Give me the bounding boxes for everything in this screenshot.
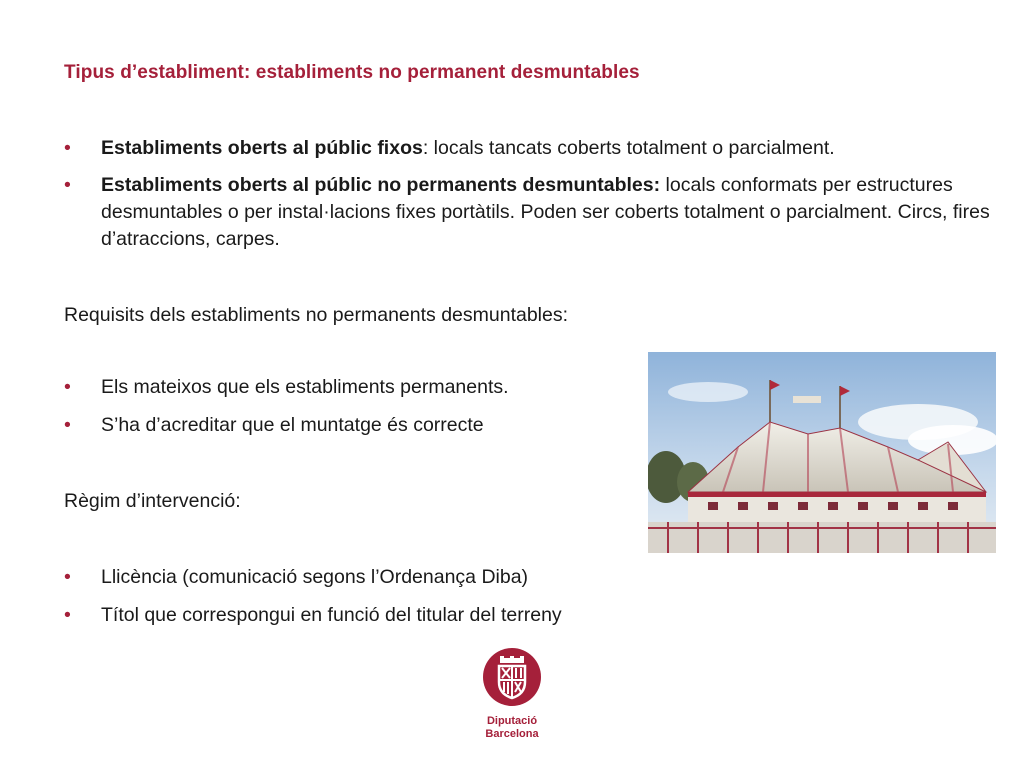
bullet-icon: •	[64, 376, 71, 398]
regime-list	[64, 564, 664, 640]
slide-title: Tipus d’establiment: establiments no permanent desmuntables	[64, 62, 640, 83]
list-item	[64, 412, 624, 439]
circus-tent-photo	[648, 352, 996, 553]
list-item	[64, 602, 664, 629]
bullet-icon: •	[64, 137, 71, 159]
list-item	[64, 135, 994, 162]
regime-heading: Règim d’intervenció:	[64, 490, 241, 512]
term-description: locals conformats per estructures desmuntables o per instal·lacions fixes portàtils. Poden ser coberts totalment o parcialment. Circs, fires d’atraccions, carpes.	[101, 174, 990, 250]
logo-line-2: Barcelona	[485, 728, 539, 740]
term-bold: Establiments oberts al públic fixos	[101, 137, 423, 159]
list-item-text: Llicència (comunicació segons l’Ordenança Diba)	[101, 566, 529, 588]
list-item-text: Títol que correspongui en funció del titular del terreny	[101, 604, 562, 626]
coat-of-arms-icon	[483, 648, 541, 706]
bullet-icon: •	[64, 174, 71, 196]
diputacio-barcelona-logo	[474, 648, 550, 741]
bullet-icon: •	[64, 566, 71, 588]
bullet-icon: •	[64, 414, 71, 436]
requirements-list	[64, 374, 624, 450]
list-item	[64, 172, 994, 253]
list-item-text: S’ha d’acreditar que el muntatge és correcte	[101, 414, 484, 436]
list-item	[64, 564, 664, 591]
term-bold: Establiments oberts al públic no permanents desmuntables:	[101, 174, 661, 196]
establishment-types-list	[64, 135, 994, 263]
list-item	[64, 374, 624, 401]
logo-line-1: Diputació	[486, 715, 538, 727]
logo-text	[474, 715, 550, 741]
circus-tent-image	[648, 352, 996, 553]
term-description: : locals tancats coberts totalment o parcialment.	[422, 137, 835, 159]
list-item-text: Els mateixos que els establiments permanents.	[101, 376, 509, 398]
requirements-heading: Requisits dels establiments no permanents desmuntables:	[64, 304, 569, 326]
bullet-icon: •	[64, 604, 71, 626]
